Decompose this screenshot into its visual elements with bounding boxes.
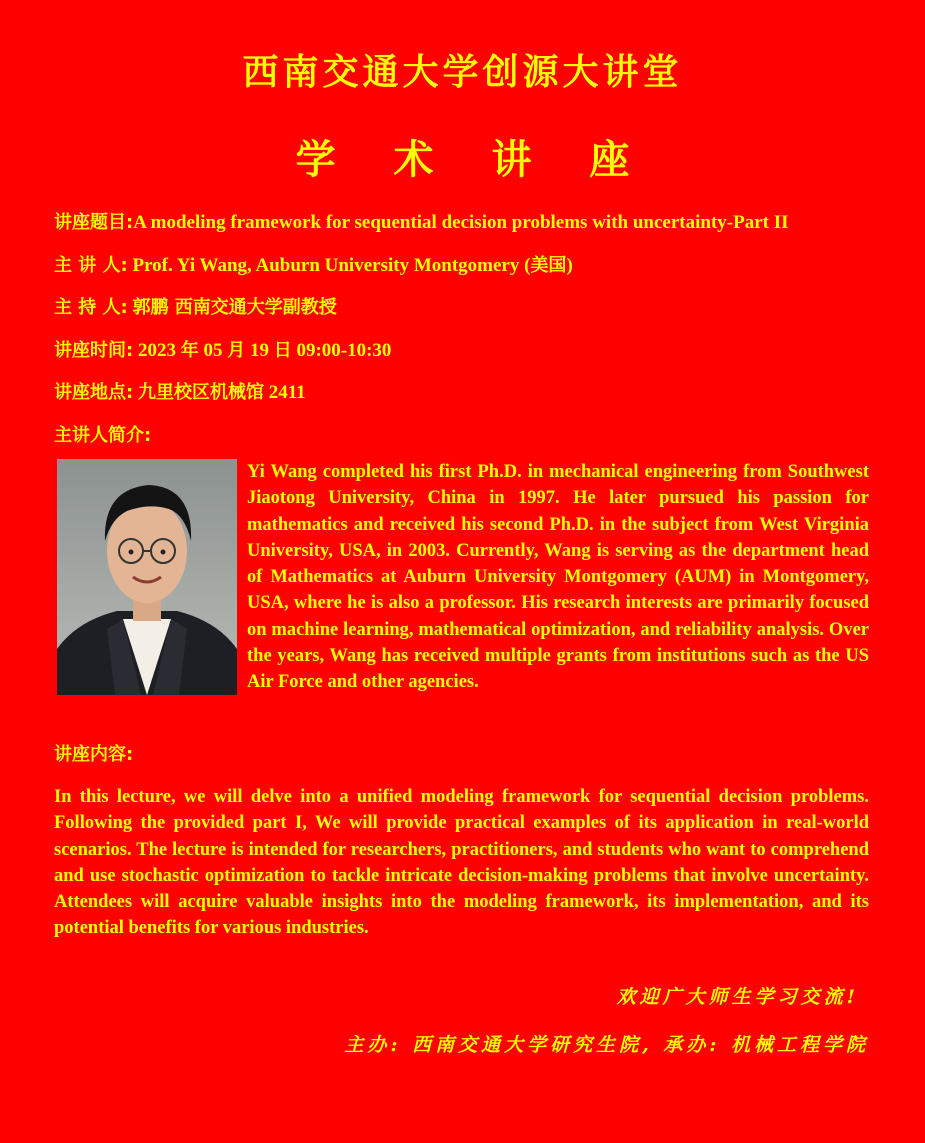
bio-text: Yi Wang completed his first Ph.D. in mechanical engineering from Southwest Jiaotong University, China in 1997. He later pursued his passion for mathematics and received his second Ph.D. in the subject from West Virginia University, USA, in 2003. Currently, Wang is serving as the department head of Mathematics at Auburn University Montgomery (AUM) in Montgomery, USA, where he is also a professor. His research interests are primarily focused on machine learning, mathematical optimization, and reliability analysis. Over the years, Wang has received multiple grants from institutions such as the US Air Force and other agencies. — [247, 462, 869, 693]
location-label: 讲座地点: — [54, 382, 134, 403]
welcome-text: 欢迎广大师生学习交流! — [616, 986, 859, 1008]
time-range: 09:00-10:30 — [296, 340, 392, 361]
speaker-photo — [57, 459, 237, 695]
location-row — [54, 378, 874, 404]
content-text: In this lecture, we will delve into a unified modeling framework for sequential decision problems. Following the provided part I, We will provide practical examples of its application in real-world scenarios. The lecture is intended for researchers, practitioners, and students who want to comprehend and use stochastic optimization to tackle intricate decision-making problems that involve uncertainty. Attendees will acquire valuable insights into the modeling framework, its implementation, and its potential benefits for various industries. — [54, 787, 869, 939]
location-room: 2411 — [268, 382, 306, 403]
time-row — [54, 336, 874, 362]
time-month-unit: 月 — [227, 340, 246, 361]
bio-heading: 主讲人简介: — [54, 425, 152, 446]
topic-row — [54, 208, 874, 234]
speaker-portrait-icon — [57, 459, 237, 695]
time-month: 05 — [203, 340, 223, 361]
speaker-country: 美国 — [530, 255, 567, 276]
topic-value: A modeling framework for sequential decision problems with uncertainty-Part II — [133, 212, 789, 233]
time-year-unit: 年 — [180, 340, 199, 361]
bio-section — [54, 459, 869, 699]
time-day: 19 — [249, 340, 269, 361]
speaker-value: Prof. Yi Wang, Auburn University Montgomery ( — [132, 255, 531, 276]
time-year: 2023 — [137, 340, 176, 361]
organizer-text: 主办: 西南交通大学研究生院, 承办: 机械工程学院 — [344, 1034, 869, 1056]
speaker-row — [54, 251, 874, 277]
poster-subtitle: 学 术 讲 座 — [295, 137, 652, 183]
host-row — [54, 293, 874, 319]
host-label: 主 持 人: — [54, 297, 128, 318]
host-value: 郭鹏 西南交通大学副教授 — [132, 297, 337, 318]
location-value: 九里校区机械馆 — [137, 382, 264, 403]
content-heading: 讲座内容: — [54, 744, 134, 765]
speaker-label: 主 讲 人: — [54, 255, 128, 276]
time-day-unit: 日 — [273, 340, 292, 361]
time-label: 讲座时间: — [54, 340, 134, 361]
topic-label: 讲座题目: — [54, 212, 134, 233]
speaker-close: ) — [566, 255, 573, 276]
poster-title: 西南交通大学创源大讲堂 — [242, 52, 683, 93]
